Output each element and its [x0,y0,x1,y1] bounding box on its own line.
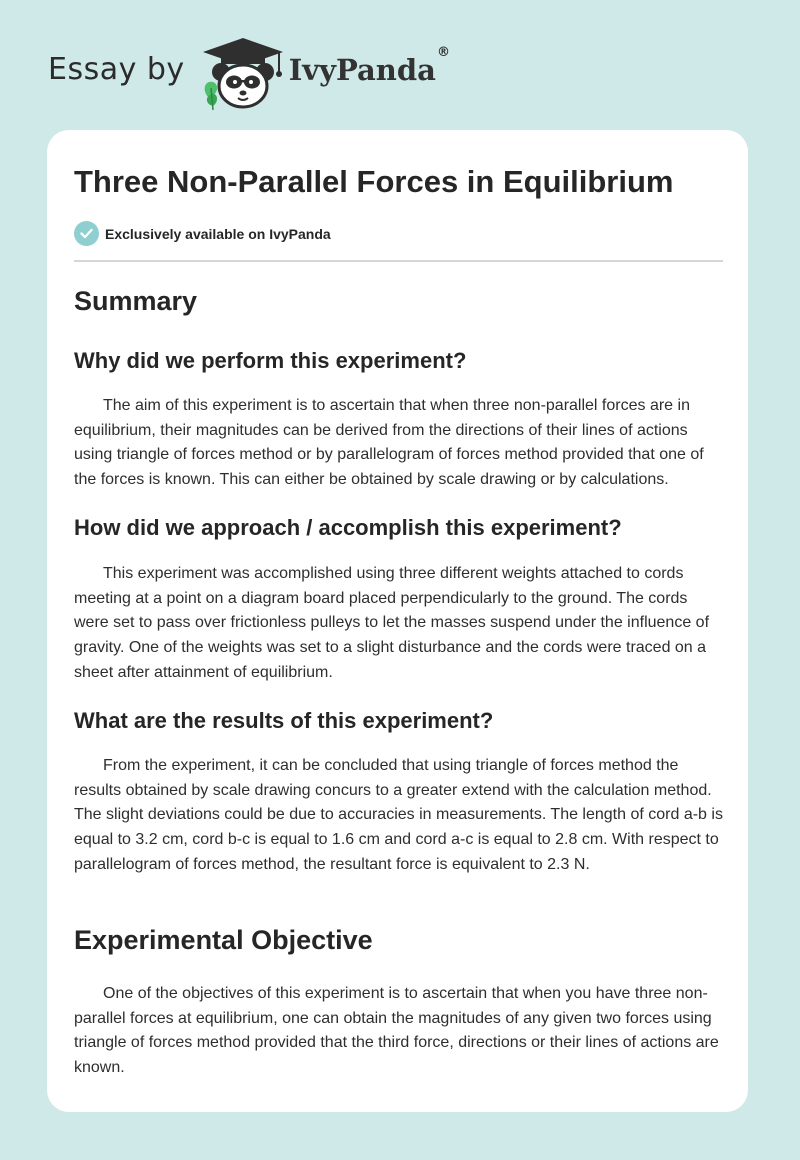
objective-heading: Experimental Objective [74,925,373,955]
badge-label: Exclusively available on IvyPanda [105,225,331,242]
exclusive-badge [74,221,331,246]
summary-heading: Summary [74,286,198,316]
section-paragraph: From the experiment, it can be concluded that using triangle of forces method the results obtained by scale drawing concurs to a greater extend with the calculation method. The slight deviations could be due to accuracies in measurements. The length of cord a-b is equal to 3.2 cm, cord b-c is equal to 1.6 cm and cord a-c is equal to 2.8 cm. With respect to parallelogram of forces method, the resultant force is equivalent to 2.3 N. [74,757,723,873]
checkmark-icon [74,221,99,246]
essay-card [47,130,748,1112]
objective-paragraph: One of the objectives of this experiment is to ascertain that when you have three non-parallel forces at equilibrium, one can obtain the magnitudes of any given two forces using triangle of forces method provided that the third force, directions or their lines of actions are known. [74,985,719,1077]
site-header [48,32,450,112]
section-heading: What are the results of this experiment? [74,708,494,733]
section-paragraph: The aim of this experiment is to ascertain that when three non-parallel forces are in equilibrium, their magnitudes can be derived from the directions of their lines of actions using triangle of forces method or by parallelogram of forces method provided that one of the forces is known. This can either be obtained by scale drawing or by calculations. [74,397,704,489]
registered-mark: ® [436,45,450,60]
section-heading: Why did we perform this experiment? [74,348,467,373]
page-title: Three Non-Parallel Forces in Equilibrium [74,164,674,199]
brand-prefix: Essay by [48,51,185,87]
brand-name[interactable]: IvyPanda® [288,45,450,87]
panda-logo-icon[interactable] [199,32,287,112]
section-paragraph: This experiment was accomplished using three different weights attached to cords meeting at a point on a diagram board placed perpendicularly to the ground. The cords were set to pass over frictionless pulleys to let the masses suspend under the influence of gravity. One of the weights was set to a slight disturbance and the cords were traced on a sheet after attainment of equilibrium. [74,565,710,681]
divider [74,260,723,262]
section-heading: How did we approach / accomplish this experiment? [74,515,622,540]
